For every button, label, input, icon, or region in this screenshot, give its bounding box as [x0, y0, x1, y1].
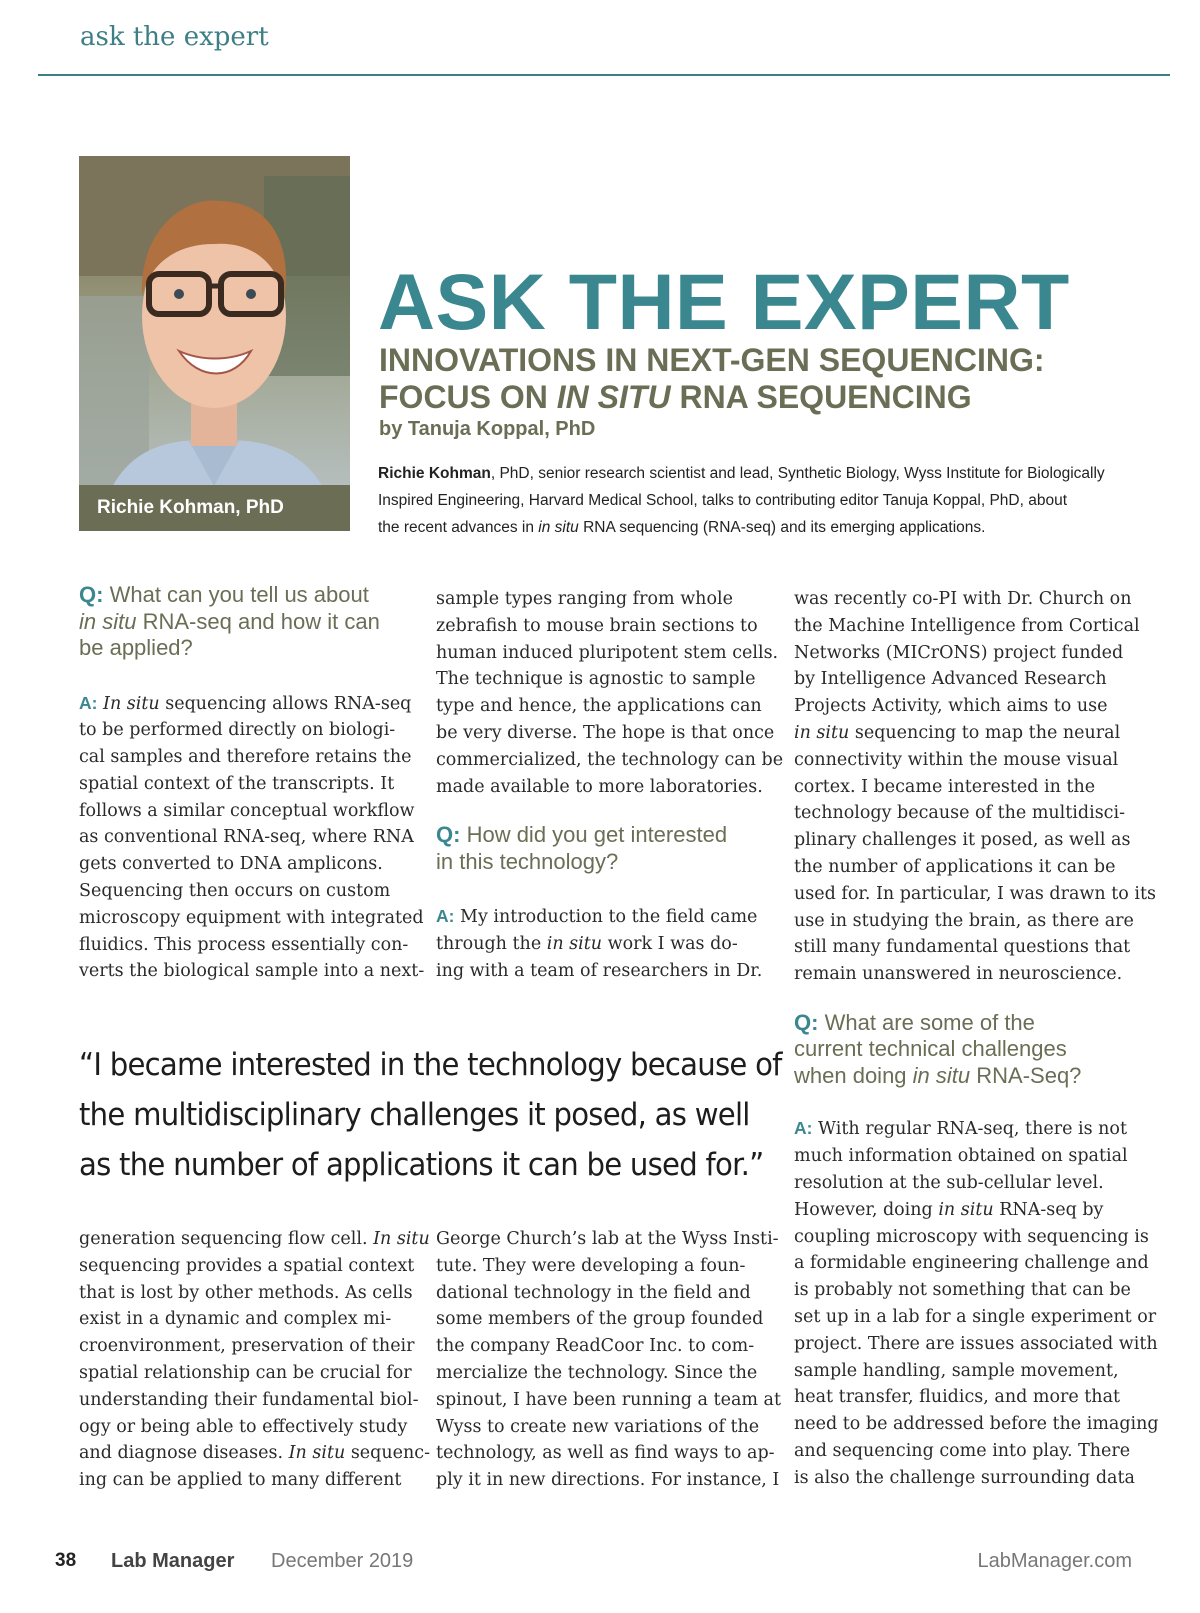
page-title: ASK THE EXPERT — [378, 257, 1070, 346]
website-link[interactable]: LabManager.com — [977, 1550, 1132, 1572]
pull-quote: “I became interested in the technology because of the multidisciplinary challenges it posed, as well as the number of applications it can be used for.” — [79, 1047, 782, 1183]
column-1-top — [79, 582, 425, 985]
question-2: Q: How did you get interested in this technology? — [436, 822, 728, 874]
subtitle-line-2: FOCUS ON IN SITU RNA SEQUENCING — [379, 379, 972, 415]
intro-paragraph: Richie Kohman, PhD, senior research scientist and lead, Synthetic Biology, Wyss Institute for Biologically Inspired Engineering, Harvard Medical School, talks to contributing editor Tanuja Koppal, PhD, about the recent advances in in situ RNA sequencing (RNA-seq) and its emerging applications. — [378, 465, 1105, 536]
portrait-photo — [79, 156, 350, 531]
photo-caption: Richie Kohman, PhD — [97, 497, 284, 518]
byline: by Tanuja Koppal, PhD — [379, 418, 596, 440]
issue-date: December 2019 — [271, 1550, 414, 1572]
answer-1-body: to be performed directly on biologi- cal samples and therefore retains the spatial context of the transcripts. It follows a similar conceptual workflow as conventional RNA-seq, where RNA gets converted to DNA amplicons. Sequencing then occurs on custom microscopy equipment with integrated fluidics. This process essentially con- verts the biological sample into a next- — [79, 720, 425, 982]
interviewee-name: Richie Kohman — [378, 465, 491, 482]
column-2-top: sample types ranging from whole zebrafish to mouse brain sections to human induced pluripotent stem cells. The technique is agnostic to sample type and hence, the applications can be very diverse. The hope is that once commercialized, the technology can be made available to more laboratories. Q: How did you get interested in this technology? A: My introduction to the field came through the in situ work I was do- ing with a team of researchers in Dr. — [436, 589, 784, 981]
question-3: Q: What are some of the current technical challenges when doing in situ RNA-Seq? — [794, 1009, 1082, 1088]
magazine-name: Lab Manager — [111, 1550, 235, 1572]
section-tag: ask the expert — [80, 22, 269, 52]
subtitle-line-1: INNOVATIONS IN NEXT-GEN SEQUENCING: — [379, 342, 1045, 378]
page-number: 38 — [55, 1550, 77, 1571]
column-3: was recently co-PI with Dr. Church on the Machine Intelligence from Cortical Networks (MICrONS) project funded by Intelligence Advanced Research Projects Activity, which aims to use in situ sequencing to map the neural connectivity within the mouse visual cortex. I became interested in the technology because of the multidisci- plinary challenges it posed, as well as the number of applications it can be used for. In particular, I was drawn to its use in studying the brain, as there are still many fundamental questions that remain unanswered in neuroscience. Q: What are some of the current technical challenges when doing in situ RNA-Seq? A: With regular RNA-seq, there is not much information obtained on spatial resolution at the sub-cellular level. However, doing in situ RNA-seq by coupling microscopy with sequencing is a formidable engineering challenge and is probably not something that can be set up in a lab for a single experiment or project. There are issues associated with sample handling, sample movement, heat transfer, fluidics, and more that need to be addressed before the imaging and sequencing come into play. There is also the challenge surrounding data — [794, 589, 1159, 1488]
column-1-bottom: generation sequencing flow cell. In situ sequencing provides a spatial context that is lost by other methods. As cells exist in a dynamic and complex mi- croenvironment, preservation of their spatial relationship can be crucial for understanding their fundamental biol- ogy or being able to effectively study and diagnose diseases. In situ sequenc- ing can be applied to many different — [79, 1229, 430, 1491]
article-subtitle — [379, 342, 1045, 416]
answer-3: A: With regular RNA-seq, there is not — [794, 1118, 1127, 1140]
answer-2: A: My introduction to the field came — [436, 906, 758, 928]
column-2-bottom: George Church’s lab at the Wyss Insti- tute. They were developing a foun- dational technology in the field and some members of the group founded the company ReadCoor Inc. to com- mercialize the technology. Since the spinout, I have been running a team at Wyss to create new variations of the technology, as well as find ways to ap- ply it in new directions. For instance, I — [436, 1229, 782, 1491]
question-1: Q: What can you tell us about in situ RNA-seq and how it can be applied? — [79, 582, 380, 660]
header-divider — [38, 74, 1170, 76]
answer-1: A: In situ sequencing allows RNA-seq — [79, 692, 412, 714]
